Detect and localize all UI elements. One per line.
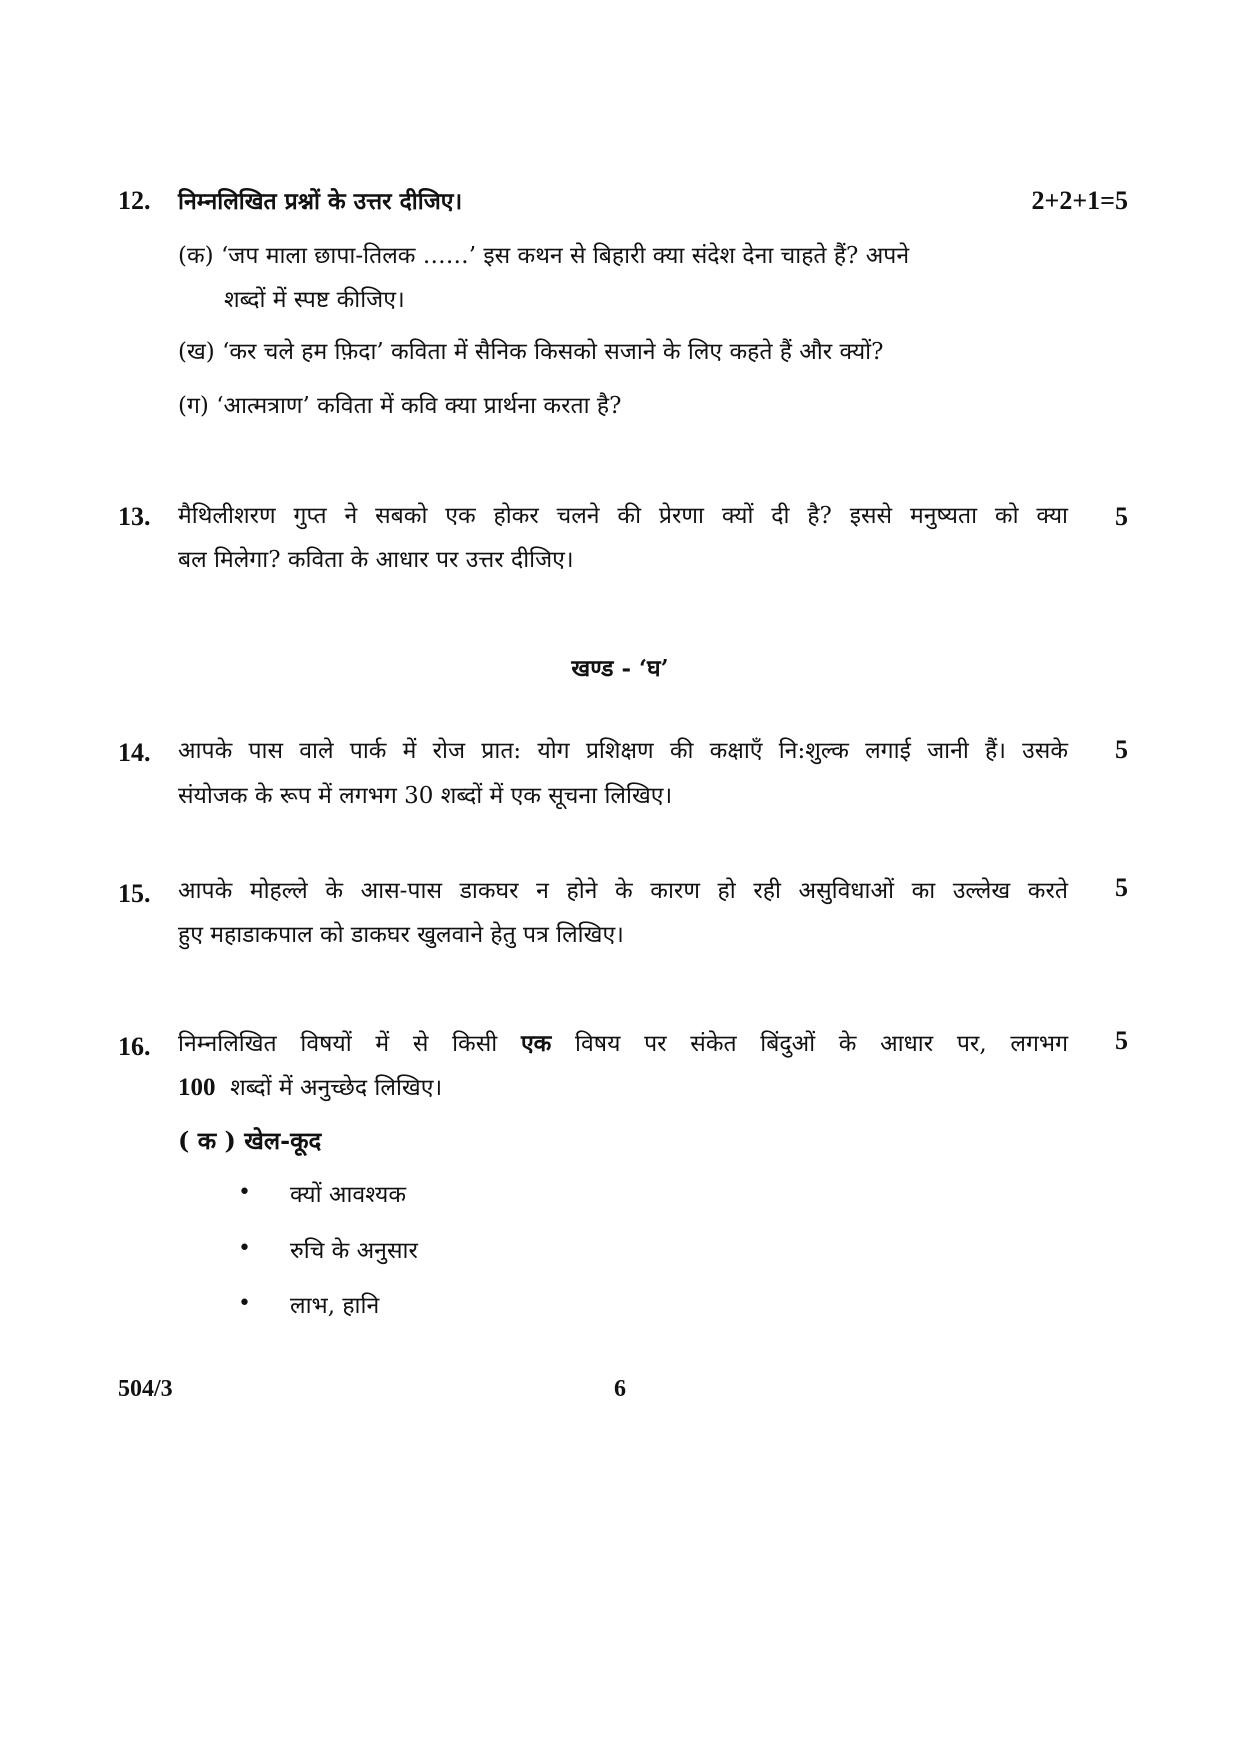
question-12-number: 12. — [118, 186, 151, 215]
question-12-part-ka — [178, 238, 909, 270]
question-16-line-2 — [178, 1070, 1068, 1102]
bullet-point: रुचि के अनुसार — [290, 1238, 418, 1264]
question-15-marks: 5 — [1115, 873, 1128, 902]
question-14-line-2: संयोजक के रूप में लगभग 30 शब्दों में एक सूचना लिखिए। — [178, 783, 673, 809]
bullet-icon: • — [238, 1291, 251, 1316]
question-13-number: 13. — [118, 502, 151, 531]
bullet-point: लाभ, हानि — [290, 1293, 380, 1319]
question-13-line-2: बल मिलेगा? कविता के आधार पर उत्तर दीजिए। — [178, 547, 574, 573]
section-heading: खण्ड - ‘घ’ — [571, 655, 669, 682]
paper-code: 504/3 — [118, 1376, 173, 1402]
option-heading: ( क ) खेल-कूद — [178, 1126, 322, 1155]
q16-text-after: विषय पर संकेत बिंदुओं के आधार पर, लगभग — [575, 1031, 1069, 1057]
part-label: (क) — [178, 243, 214, 269]
question-15-number: 15. — [118, 879, 151, 908]
bullet-icon: • — [238, 1180, 251, 1205]
question-16-line-1 — [178, 1026, 1068, 1058]
q16-word-count: 100 — [178, 1074, 216, 1101]
bullet-point: क्यों आवश्यक — [290, 1182, 406, 1208]
q16-emphasis: एक — [520, 1030, 552, 1057]
part-label: (ग) — [178, 393, 209, 419]
question-16-marks: 5 — [1115, 1026, 1128, 1055]
q16-text-before: निम्नलिखित विषयों में से किसी — [178, 1031, 498, 1057]
question-14-line-1: आपके पास वाले पार्क में रोज प्रात: योग प्रशिक्षण की कक्षाएँ नि:शुल्क लगाई जानी हैं। उसके — [178, 738, 1068, 764]
question-15-line-1: आपके मोहल्ले के आस-पास डाकघर न होने के कारण हो रही असुविधाओं का उल्लेख करते — [178, 878, 1068, 904]
q16-text-line2: शब्दों में अनुच्छेद लिखिए। — [230, 1075, 443, 1101]
question-14-marks: 5 — [1115, 735, 1128, 764]
part-label: (ख) — [178, 339, 215, 365]
page-number: 6 — [614, 1376, 626, 1402]
question-15-line-2: हुए महाडाकपाल को डाकघर खुलवाने हेतु पत्र लिखिए। — [178, 922, 624, 948]
question-13-marks: 5 — [1115, 502, 1128, 531]
question-12-part-ka-cont: शब्दों में स्पष्ट कीजिए। — [224, 287, 405, 313]
part-text: ‘आत्मत्राण’ कविता में कवि क्या प्रार्थना करता है? — [216, 393, 622, 419]
part-text: ‘जप माला छापा-तिलक ……’ इस कथन से बिहारी क्या संदेश देना चाहते हैं? अपने — [220, 243, 910, 269]
question-16-number: 16. — [118, 1032, 151, 1061]
question-12-marks: 2+2+1=5 — [1031, 186, 1128, 215]
question-12-part-ga — [178, 388, 621, 420]
question-14-number: 14. — [118, 738, 151, 767]
question-12-part-kha — [178, 334, 883, 366]
bullet-icon: • — [238, 1236, 251, 1261]
question-13-line-1: मैथिलीशरण गुप्त ने सबको एक होकर चलने की प्रेरणा क्यों दी है? इससे मनुष्यता को क्या — [178, 503, 1068, 529]
part-text: ‘कर चले हम फ़िदा’ कविता में सैनिक किसको सजाने के लिए कहते हैं और क्यों? — [222, 339, 884, 365]
question-12-text: निम्नलिखित प्रश्नों के उत्तर दीजिए। — [178, 188, 463, 215]
